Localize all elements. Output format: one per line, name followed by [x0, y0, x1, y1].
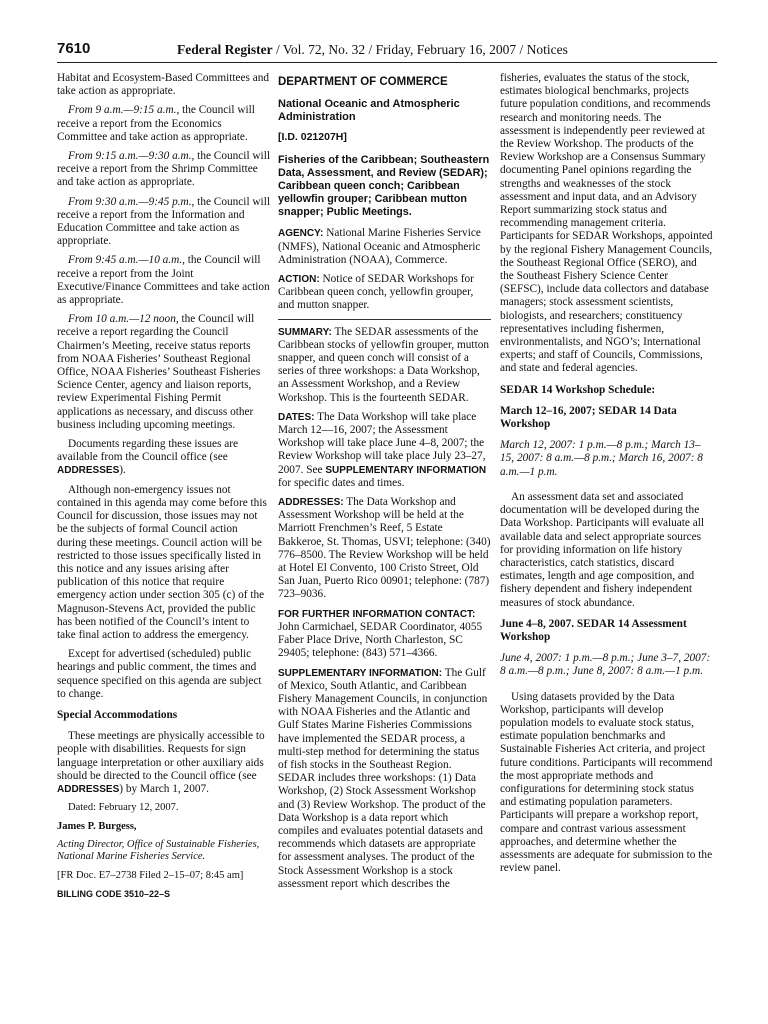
contact-text: John Carmichael, SEDAR Coordinator, 4055 Faber Place Drive, North Charleston, SC 29405; telephone: (843) 571–4366.	[278, 620, 483, 660]
agenda-item	[57, 254, 270, 307]
action-text: Notice of SEDAR Workshops for Caribbean queen conch, yellowfin grouper, and mutton snapper.	[278, 273, 474, 312]
document-id: [I.D. 021207H]	[278, 131, 347, 144]
department-heading: DEPARTMENT OF COMMERCE	[278, 76, 448, 88]
schedule-heading: SEDAR 14 Workshop Schedule:	[500, 383, 656, 396]
column-middle	[278, 72, 491, 897]
column-left	[57, 72, 270, 901]
agency-heading: National Oceanic and Atmospheric Administration	[278, 98, 460, 124]
paragraph: Except for advertised (scheduled) public hearings and public comment, the times and sequence specified on this agenda are subject to change.	[57, 648, 262, 700]
agenda-time: From 9:15 a.m.—9:30 a.m.	[68, 150, 192, 163]
contact-section	[278, 608, 491, 661]
dates-section	[278, 411, 491, 490]
section-divider	[278, 319, 491, 320]
agency-label: AGENCY:	[278, 228, 324, 240]
paragraph-end: ) by March 1, 2007.	[119, 782, 209, 795]
agenda-item	[57, 104, 270, 144]
action-label: ACTION:	[278, 274, 320, 286]
data-workshop-times: March 12, 2007: 1 p.m.—8 p.m.; March 13–15, 2007: 8 a.m.—8 p.m.; March 16, 2007: 8 a.m.—1 p.m.	[500, 439, 703, 478]
dates-label: DATES:	[278, 411, 315, 423]
agenda-time: From 9 a.m.—9:15 a.m.	[68, 104, 177, 117]
paragraph-text: These meetings are physically accessible to people with disabilities. Requests for sign language interpretation or other auxiliary aids should be directed to the Council office (see	[57, 730, 265, 782]
addresses-section	[278, 496, 491, 602]
summary-text: The SEDAR assessments of the Caribbean stocks of yellowfin grouper, mutton snapper, and queen conch will consist of a series of three workshops: a Data Workshop, an Assessment Workshop, and a Review Workshop. This is the fourteenth SEDAR.	[278, 325, 490, 404]
addresses-ref: ADDRESSES	[57, 465, 120, 477]
agenda-item	[57, 196, 270, 249]
dates-end: for specific dates and times.	[278, 476, 405, 489]
agency-section	[278, 227, 491, 267]
agenda-text: , the Council will receive a report from the Shrimp Committee and take action as appropriate.	[57, 150, 270, 189]
contact-label: FOR FURTHER INFORMATION CONTACT:	[278, 608, 476, 620]
data-workshop-heading: March 12–16, 2007; SEDAR 14 Data Workshop	[500, 404, 677, 431]
publication-name: Federal Register	[177, 42, 273, 57]
page-header	[57, 40, 717, 63]
paragraph: Habitat and Ecosystem-Based Committees and take action as appropriate.	[57, 72, 270, 98]
fr-doc-line: [FR Doc. E7–2738 Filed 2–15–07; 8:45 am]	[57, 869, 244, 881]
issue-details: / Vol. 72, No. 32 / Friday, February 16, 2007 / Notices	[272, 42, 568, 57]
notice-title: Fisheries of the Caribbean; Southeastern Data, Assessment, and Review (SEDAR); Caribbean queen conch; Caribbean yellowfin grouper; Caribbean mutton snapper; Public Meetings.	[278, 154, 490, 219]
paragraph: fisheries, evaluates the status of the stock, estimates biological benchmarks, projects future population conditions, and recommends research and monitoring needs. The assessment is independently peer reviewed at the Review Workshop. The products of the Review Workshop are a Consensus Summary documenting Panel opinions regarding the strengths and weaknesses of the stock assessment and input data, and an Advisory Report summarizing stock status and recommending management criteria. Participants for SEDAR Workshops, appointed by the regional Fishery Management Councils, the Southeast Regional Office (SERO), and the Southeast Fishery Science Center (SEFSC), include data collectors and database managers; stock assessment scientists, biologists, and researchers; constituency representatives including fishermen, environmentalists, and NGO’s; International experts; and staff of Councils, Commissions, and state and federal agencies.	[500, 72, 713, 375]
supplementary-label: SUPPLEMENTARY INFORMATION:	[278, 667, 443, 679]
action-section	[278, 273, 491, 313]
paragraph-text: Documents regarding these issues are available from the Council office (see	[57, 438, 239, 464]
paragraph: Although non-emergency issues not contained in this agenda may come before this Council for discussion, those issues may not be the subjects of formal Council action during these meetings. Council action will be restricted to those issues specifically listed in this notice and any issues arising after publication of this notice that require emergency action under section 305 (c) of the Magnuson-Stevens Act, provided the public has been notified of the Council’s intent to take final action to address the emergency.	[57, 483, 267, 641]
agenda-item	[57, 150, 270, 190]
agenda-text: , the Council will receive a report from the Economics Committee and take action as appropriate.	[57, 104, 255, 143]
dates-text: The Data Workshop will take place March 12—16, 2007; the Assessment Workshop will take place June 4–8, 2007; the Review Workshop will take place July 23–27, 2007. See	[278, 410, 486, 476]
addresses-text: The Data Workshop and Assessment Workshop will be held at the Marriott Frenchmen’s Reef, 5 Estate Bakkeroe, St. Thomas, USVI; telephone: (340) 776–8500. The Review Workshop will be held at Hotel El Convento, 100 Cristo Street, Old San Juan, Puerto Rico 00901; telephone: (787) 723–9036.	[278, 496, 491, 601]
addresses-label: ADDRESSES:	[278, 497, 344, 509]
assessment-workshop-heading: June 4–8, 2007. SEDAR 14 Assessment Workshop	[500, 617, 687, 643]
agenda-item	[57, 313, 270, 432]
agenda-time: From 9:30 a.m.—9:45 p.m.	[68, 195, 192, 208]
supplementary-ref: SUPPLEMENTARY INFORMATION	[325, 464, 487, 476]
agenda-text: , the Council will receive a report from the Information and Education Committee and take action as appropriate.	[57, 195, 270, 248]
agenda-time: From 9:45 a.m.—10 a.m.	[68, 254, 183, 267]
paragraph-end: ).	[119, 464, 126, 477]
agenda-text: , the Council will receive a report from the Joint Executive/Finance Committees and take action as appropriate.	[57, 254, 270, 307]
addresses-ref: ADDRESSES	[57, 783, 120, 795]
accommodations-paragraph	[57, 730, 270, 796]
supplementary-section	[278, 667, 491, 891]
signer-name: James P. Burgess,	[57, 820, 137, 832]
agenda-time: From 10 a.m.—12 noon	[68, 313, 176, 326]
documents-paragraph	[57, 438, 270, 478]
agency-text: National Marine Fisheries Service (NMFS), National Oceanic and Atmospheric Administration (NOAA), Commerce.	[278, 227, 481, 266]
data-workshop-description: An assessment data set and associated documentation will be developed during the Data Workshop. Participants will evaluate all available data and select appropriate sources for providing information on life history characteristics, catch statistics, discard estimates, length and age composition, and fishery dependent and fishery independent measures of stock abundance.	[500, 490, 705, 609]
signer-title: Acting Director, Office of Sustainable Fisheries, National Marine Fisheries Service.	[57, 838, 260, 863]
special-accommodations-heading: Special Accommodations	[57, 708, 178, 721]
assessment-workshop-times: June 4, 2007: 1 p.m.—8 p.m.; June 3–7, 2007: 8 a.m.—8 p.m.; June 8, 2007: 8 a.m.—1 p.m.	[500, 652, 711, 678]
assessment-workshop-description: Using datasets provided by the Data Workshop, participants will develop population models to evaluate stock status, estimate population benchmarks and Sustainable Fisheries Act criteria, and project future conditions. Participants will recommend the most appropriate methods and configurations for determining stock status and estimating population parameters. Participants will prepare a workshop report, compare and contrast various assessment approaches, and determine whether the assessments are adequate for submission to the review panel.	[500, 690, 713, 875]
column-right	[500, 72, 713, 881]
page-number: 7610	[57, 40, 91, 57]
billing-code: BILLING CODE 3510–22–S	[57, 889, 171, 900]
running-head	[177, 42, 568, 58]
dated-line: Dated: February 12, 2007.	[68, 802, 179, 814]
summary-section	[278, 326, 491, 405]
summary-label: SUMMARY:	[278, 326, 332, 338]
agenda-text: , the Council will receive a report regarding the Council Chairmen’s Meeting, receive status reports from NOAA Fisheries’ Southeast Regional Office, NOAA Fisheries’ Southeast Fisheries Science Center, agency and liaison reports, review Experimental Fishing Permit applications as necessary, and discuss other business including upcoming meetings.	[57, 313, 261, 431]
supplementary-text: The Gulf of Mexico, South Atlantic, and Caribbean Fishery Management Councils, in conjunction with NOAA Fisheries and the Atlantic and Gulf States Marine Fisheries Commissions have implemented the SEDAR process, a multi-step method for determining the status of fish stocks in the Southeast Region. SEDAR includes three workshops: (1) Data Workshop, (2) Stock Assessment Workshop and (3) Review Workshop. The product of the Data Workshop is a data report which compiles and evaluates potential datasets and recommends which datasets are appropriate for assessment analyses. The product of the Stock Assessment Workshop is a stock assessment report which describes the	[278, 666, 488, 890]
